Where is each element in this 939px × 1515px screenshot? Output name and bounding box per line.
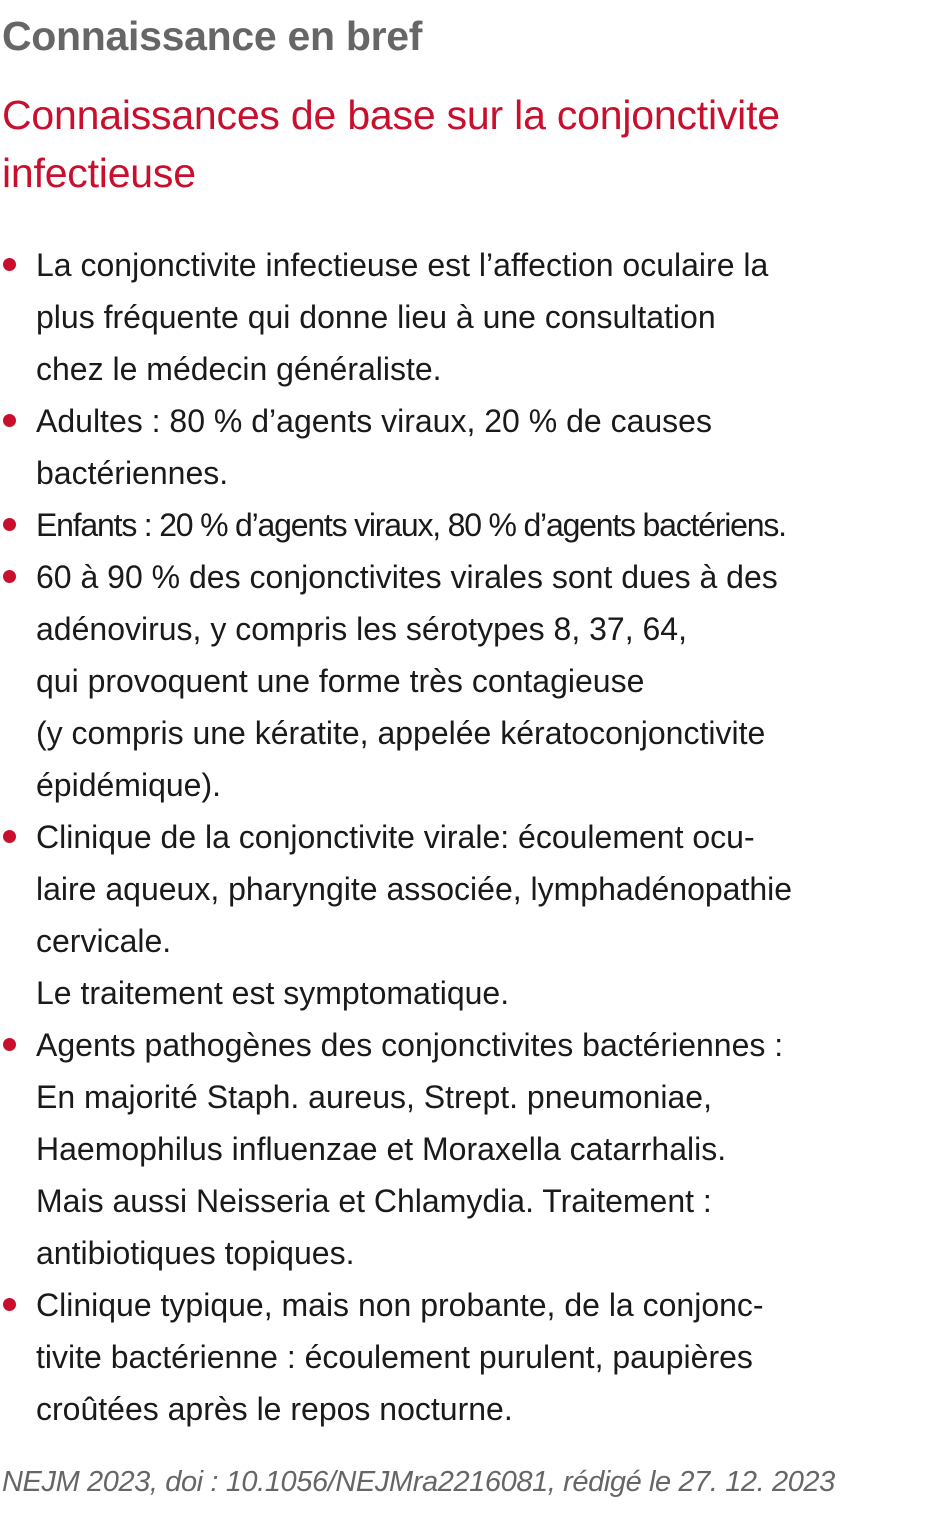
bullet-line: Mais aussi Neisseria et Chlamydia. Traitement :: [36, 1183, 712, 1219]
bullet-line: Clinique de la conjonctivite virale: écoulement ocu-: [36, 819, 755, 855]
bullet-line: chez le médecin généraliste.: [36, 351, 442, 387]
bullet-text: [36, 395, 936, 499]
section-kicker: Connaissance en bref: [2, 13, 423, 59]
bullet-item-bacterial-pathogens: [0, 1019, 936, 1279]
bullet-item-prevalence: [0, 239, 936, 395]
bullet-line: Agents pathogènes des conjonctivites bactériennes :: [36, 1027, 784, 1063]
bullet-line: bactériennes.: [36, 455, 229, 491]
bullet-line: adénovirus, y compris les sérotypes 8, 37, 64,: [36, 611, 687, 647]
bullet-item-viral-clinic: [0, 811, 936, 1019]
page-title: Connaissances de base sur la conjonctivite infectieuse: [2, 92, 780, 196]
bullet-line: (y compris une kératite, appelée kératoconjonctivite: [36, 715, 766, 751]
bullet-text: [36, 1019, 936, 1279]
bullet-line: Clinique typique, mais non probante, de la conjonc-: [36, 1287, 764, 1323]
bullet-item-bacterial-clinic: [0, 1279, 936, 1435]
bullet-line: Adultes : 80 % d’agents viraux, 20 % de causes: [36, 403, 712, 439]
bullet-line: antibiotiques topiques.: [36, 1235, 355, 1271]
bullet-line: 60 à 90 % des conjonctivites virales sont dues à des: [36, 559, 778, 595]
bullet-line: tivite bactérienne : écoulement purulent, paupières: [36, 1339, 753, 1375]
bullet-item-adenovirus: [0, 551, 936, 811]
bullet-line: Enfants : 20 % d’agents viraux, 80 % d’agents bactériens.: [36, 507, 786, 543]
bullet-dot-icon: [3, 830, 16, 843]
bullet-text: [36, 1279, 936, 1435]
bullet-line: En majorité Staph. aureus, Strept. pneumoniae,: [36, 1079, 712, 1115]
bullet-text: [36, 551, 936, 811]
bullet-line: laire aqueux, pharyngite associée, lymphadénopathie: [36, 871, 793, 907]
bullet-list: [0, 239, 936, 1435]
bullet-dot-icon: [3, 258, 16, 271]
bullet-text: [36, 239, 936, 395]
bullet-line: plus fréquente qui donne lieu à une consultation: [36, 299, 716, 335]
bullet-line: cervicale.: [36, 923, 172, 959]
source-citation: NEJM 2023, doi : 10.1056/NEJMra2216081, rédigé le 27. 12. 2023: [2, 1466, 835, 1498]
bullet-dot-icon: [3, 518, 16, 531]
bullet-line: qui provoquent une forme très contagieuse: [36, 663, 645, 699]
bullet-text: [36, 499, 936, 551]
bullet-line: Le traitement est symptomatique.: [36, 975, 510, 1011]
bullet-dot-icon: [3, 1038, 16, 1051]
bullet-dot-icon: [3, 570, 16, 583]
bullet-line: Haemophilus influenzae et Moraxella catarrhalis.: [36, 1131, 727, 1167]
bullet-line: épidémique).: [36, 767, 221, 803]
bullet-item-adults: [0, 395, 936, 499]
bullet-line: La conjonctivite infectieuse est l’affection oculaire la: [36, 247, 769, 283]
bullet-dot-icon: [3, 414, 16, 427]
bullet-line: croûtées après le repos nocturne.: [36, 1391, 513, 1427]
bullet-item-children: [0, 499, 936, 551]
bullet-dot-icon: [3, 1298, 16, 1311]
bullet-text: [36, 811, 936, 1019]
